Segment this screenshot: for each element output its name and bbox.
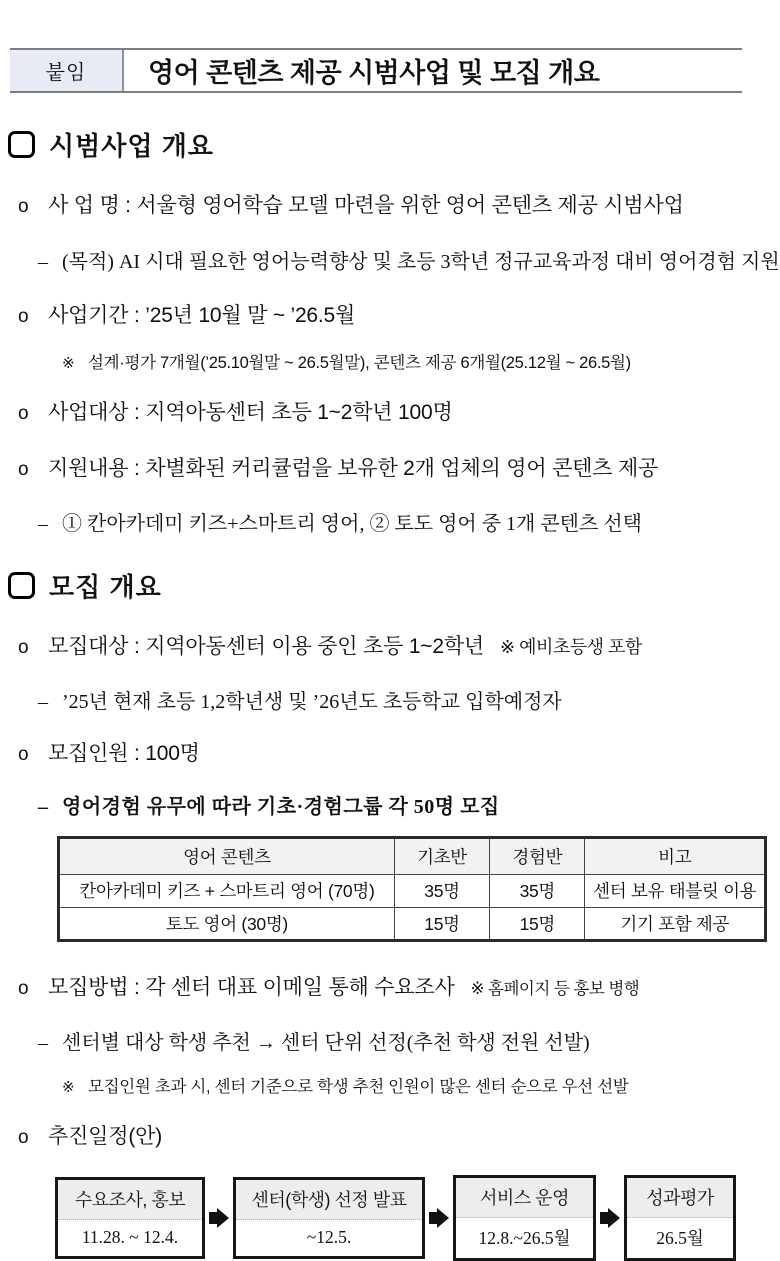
table-cell: 35명 bbox=[394, 874, 489, 907]
dash-bullet: – bbox=[38, 251, 48, 273]
table-cell: 토도 영어 (30명) bbox=[59, 907, 394, 940]
recommendation-flow-line bbox=[38, 1026, 780, 1055]
timeline-step-period: 26.5월 bbox=[656, 1228, 704, 1248]
schedule-timeline bbox=[55, 1175, 780, 1261]
project-period-line bbox=[18, 299, 780, 329]
reference-mark-icon: ※ bbox=[62, 355, 75, 372]
line-text: 모집대상 : 지역아동센터 이용 중인 초등 1~2학년 bbox=[48, 635, 485, 658]
line-text: 추진일정(안) bbox=[48, 1125, 163, 1148]
circle-bullet: o bbox=[18, 196, 29, 217]
recruit-target-detail-line bbox=[38, 685, 780, 714]
timeline-step-survey bbox=[55, 1177, 205, 1259]
timeline-step-operation bbox=[453, 1175, 596, 1261]
recruit-method-line bbox=[18, 971, 780, 1001]
recruitment-table bbox=[58, 837, 766, 941]
table-cell: 35명 bbox=[490, 874, 585, 907]
line-text: 사업대상 : 지역아동센터 초등 1~2학년 100명 bbox=[48, 401, 453, 424]
project-name-line bbox=[18, 189, 780, 219]
table-header-content: 영어 콘텐츠 bbox=[59, 838, 394, 874]
section-heading-text: 모집 개요 bbox=[49, 572, 162, 602]
timeline-step-period: 11.28. ~ 12.4. bbox=[81, 1227, 179, 1247]
line-text: 모집인원 : 100명 bbox=[48, 742, 200, 765]
section-heading-pilot-overview bbox=[8, 126, 780, 163]
line-text: 설계·평가 7개월(’25.10월말 ~ 26.5월말), 콘텐츠 제공 6개월(25.12월 ~ 26.5월) bbox=[88, 354, 631, 372]
line-text: 모집방법 : 각 센터 대표 이메일 통해 수요조사 bbox=[48, 976, 455, 999]
line-text: 사업기간 : ’25년 10월 말 ~ ’26.5월 bbox=[48, 304, 356, 327]
table-header-basic: 기초반 bbox=[394, 838, 489, 874]
table-header-remark: 비고 bbox=[585, 838, 765, 874]
line-text: ’25년 현재 초등 1,2학년생 및 ’26년도 초등학교 입학예정자 bbox=[62, 691, 562, 713]
table-header-experienced: 경험반 bbox=[490, 838, 585, 874]
dash-bullet: – bbox=[38, 513, 48, 535]
attachment-header-band bbox=[10, 48, 742, 93]
recruit-target-line bbox=[18, 630, 780, 660]
reference-mark-icon: ※ bbox=[62, 1079, 75, 1096]
group-split-line bbox=[38, 790, 780, 819]
table-row bbox=[59, 907, 765, 940]
line-text: (목적) AI 시대 필요한 영어능력향상 및 초등 3학년 정규교육과정 대비 영어경험 지원 bbox=[62, 251, 780, 273]
timeline-step-label: 센터(학생) 선정 발표 bbox=[236, 1180, 422, 1220]
circle-bullet: o bbox=[18, 744, 29, 765]
period-detail-note bbox=[62, 349, 780, 373]
table-cell: 15명 bbox=[394, 907, 489, 940]
support-content-line bbox=[18, 452, 780, 482]
timeline-step-label: 서비스 운영 bbox=[456, 1178, 593, 1218]
inline-note: ※ 홈페이지 등 홍보 병행 bbox=[470, 980, 640, 998]
timeline-step-selection bbox=[233, 1177, 425, 1259]
section-square-icon bbox=[8, 131, 35, 158]
section-heading-text: 시범사업 개요 bbox=[49, 131, 214, 161]
document-title: 영어 콘텐츠 제공 시범사업 및 모집 개요 bbox=[148, 58, 600, 88]
table-header-row bbox=[59, 838, 765, 874]
circle-bullet: o bbox=[18, 637, 29, 658]
schedule-heading-line bbox=[18, 1120, 780, 1150]
line-text: 센터별 대상 학생 추천 → 센터 단위 선정(추천 학생 전원 선발) bbox=[62, 1032, 590, 1054]
timeline-step-label: 수요조사, 홍보 bbox=[58, 1180, 202, 1220]
line-text: 모집인원 초과 시, 센터 기준으로 학생 추천 인원이 많은 센터 순으로 우선 선발 bbox=[88, 1078, 629, 1096]
timeline-step-period: ~12.5. bbox=[306, 1227, 352, 1247]
line-text: 사 업 명 : 서울형 영어학습 모델 마련을 위한 영어 콘텐츠 제공 시범사업 bbox=[48, 194, 684, 217]
attachment-label: 붙임 bbox=[10, 50, 124, 91]
timeline-step-period: 12.8.~26.5월 bbox=[478, 1228, 571, 1248]
circle-bullet: o bbox=[18, 978, 29, 999]
circle-bullet: o bbox=[18, 403, 29, 424]
over-capacity-note bbox=[62, 1073, 780, 1097]
table-cell: 기기 포함 제공 bbox=[585, 907, 765, 940]
recruit-count-line bbox=[18, 737, 780, 767]
circle-bullet: o bbox=[18, 306, 29, 327]
project-target-line bbox=[18, 396, 780, 426]
table-cell: 칸아카데미 키즈 + 스마트리 영어 (70명) bbox=[59, 874, 394, 907]
arrow-right-icon bbox=[205, 1208, 233, 1228]
table-cell: 센터 보유 태블릿 이용 bbox=[585, 874, 765, 907]
inline-note: ※ 예비초등생 포함 bbox=[500, 637, 642, 657]
line-text: 영어경험 유무에 따라 기초·경험그룹 각 50명 모집 bbox=[62, 796, 500, 818]
timeline-step-label: 성과평가 bbox=[627, 1178, 733, 1218]
arrow-right-icon bbox=[596, 1208, 624, 1228]
circle-bullet: o bbox=[18, 459, 29, 480]
dash-bullet: – bbox=[38, 796, 49, 818]
line-text: ① 칸아카데미 키즈+스마트리 영어, ② 토도 영어 중 1개 콘텐츠 선택 bbox=[62, 513, 642, 535]
line-text: 지원내용 : 차별화된 커리큘럼을 보유한 2개 업체의 영어 콘텐츠 제공 bbox=[48, 457, 659, 480]
dash-bullet: – bbox=[38, 1032, 48, 1054]
content-options-line bbox=[38, 507, 780, 536]
arrow-right-icon bbox=[425, 1208, 453, 1228]
table-row bbox=[59, 874, 765, 907]
table-cell: 15명 bbox=[490, 907, 585, 940]
dash-bullet: – bbox=[38, 691, 48, 713]
project-purpose-line bbox=[38, 245, 780, 274]
circle-bullet: o bbox=[18, 1127, 29, 1148]
section-square-icon bbox=[8, 572, 35, 599]
section-heading-recruitment-overview bbox=[8, 567, 780, 604]
timeline-step-evaluation bbox=[624, 1175, 736, 1261]
